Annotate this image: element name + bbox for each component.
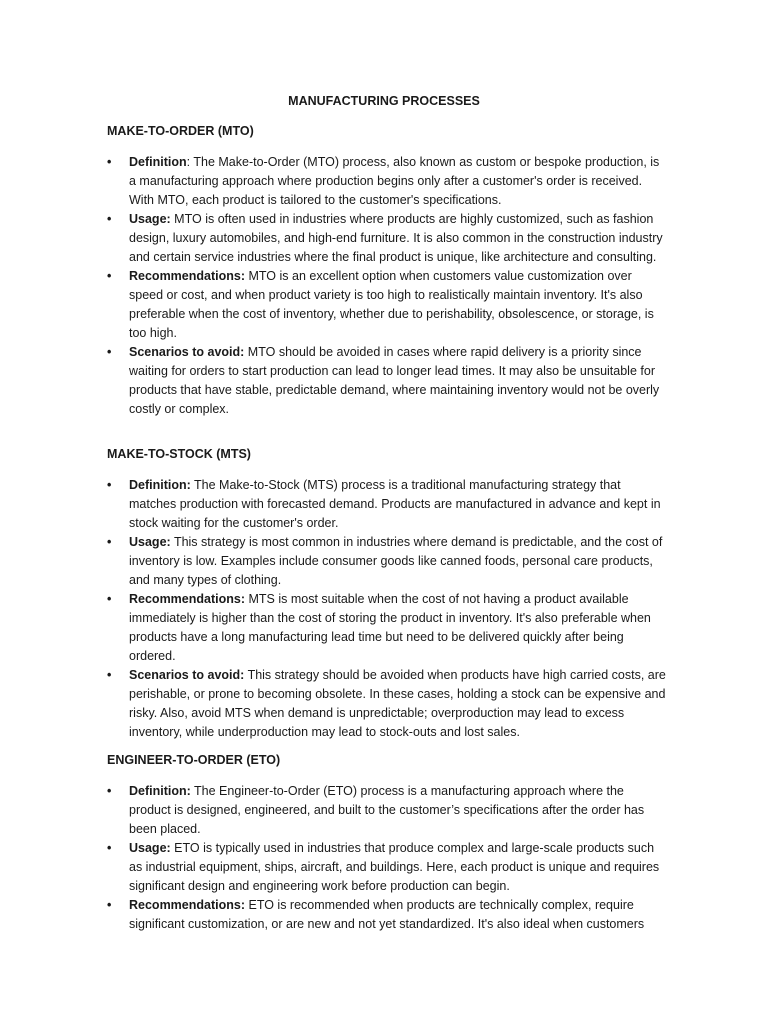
- list-item: [107, 666, 667, 742]
- bullet-icon: •: [107, 535, 112, 549]
- bullet-list: [107, 153, 667, 419]
- bullet-list: [107, 476, 667, 742]
- item-text: ETO is recommended when products are technically complex, require significant customization, or are new and not yet standardized. It's also ideal when customers: [129, 898, 645, 931]
- item-label: Scenarios to avoid:: [129, 668, 245, 682]
- list-item: [107, 782, 667, 839]
- item-label: Scenarios to avoid:: [129, 345, 245, 359]
- item-label: Usage:: [129, 535, 171, 549]
- list-item: [107, 153, 667, 210]
- item-text: This strategy should be avoided when products have high carried costs, are perishable, or prone to becoming obsolete. In these cases, holding a stock can be expensive and risky. Also, avoid MTS when demand is unpredictable; overproduction may lead to excess inventory, while underproduction may lead to stock-outs and lost sales.: [129, 668, 666, 739]
- bullet-icon: •: [107, 592, 112, 606]
- bullet-icon: •: [107, 345, 112, 359]
- item-label: Definition:: [129, 784, 191, 798]
- item-label: Recommendations:: [129, 898, 245, 912]
- list-item: [107, 343, 667, 419]
- list-item: [107, 476, 667, 533]
- bullet-icon: •: [107, 478, 112, 492]
- section-heading: MAKE-TO-STOCK (MTS): [107, 447, 251, 461]
- list-item: [107, 590, 667, 666]
- item-text: MTO should be avoided in cases where rapid delivery is a priority since waiting for orders to start production can lead to longer lead times. It may also be unsuitable for products that have stable, predictable demand, where maintaining inventory would not be overly costly or complex.: [129, 345, 660, 416]
- bullet-icon: •: [107, 269, 112, 283]
- item-text: MTO is often used in industries where products are highly customized, such as fashion design, luxury automobiles, and high-end furniture. It is also common in the construction industry and certain service industries where the final product is unique, like architecture and consulting.: [129, 212, 663, 264]
- item-text: The Make-to-Stock (MTS) process is a traditional manufacturing strategy that matches production with forecasted demand. Products are manufactured in advance and kept in stock waiting for the customer's order.: [129, 478, 661, 530]
- item-label: Usage:: [129, 212, 171, 226]
- list-item: [107, 839, 667, 896]
- list-item: [107, 533, 667, 590]
- bullet-icon: •: [107, 212, 112, 226]
- bullet-icon: •: [107, 898, 112, 912]
- section-engineer-to-order: [107, 751, 667, 934]
- list-item: [107, 210, 667, 267]
- item-text: The Engineer-to-Order (ETO) process is a manufacturing approach where the product is designed, engineered, and built to the customer’s specifications after the order has been placed.: [129, 784, 645, 836]
- item-text: MTS is most suitable when the cost of not having a product available immediately is higher than the cost of storing the product in inventory. It's also preferable when products have a long manufacturing lead time but need to be delivered quickly after being ordered.: [129, 592, 651, 663]
- document-title: MANUFACTURING PROCESSES: [288, 94, 480, 108]
- item-label: Usage:: [129, 841, 171, 855]
- bullet-icon: •: [107, 155, 112, 169]
- section-make-to-stock: [107, 445, 667, 742]
- item-text: ETO is typically used in industries that produce complex and large-scale products such as industrial equipment, ships, aircraft, and buildings. Here, each product is unique and requires significant design and engineering work before production can begin.: [129, 841, 660, 893]
- item-label: Recommendations:: [129, 592, 245, 606]
- section-heading: MAKE-TO-ORDER (MTO): [107, 124, 254, 138]
- list-item: [107, 267, 667, 343]
- bullet-icon: •: [107, 784, 112, 798]
- item-separator: :: [186, 155, 194, 169]
- item-text: MTO is an excellent option when customers value customization over speed or cost, and when product variety is too high to realistically maintain inventory. It's also preferable when the cost of inventory, whether due to perishability, obsolescence, or storage, is too high.: [129, 269, 654, 340]
- section-make-to-order: [107, 122, 667, 419]
- item-label: Definition: [129, 155, 187, 169]
- bullet-icon: •: [107, 841, 112, 855]
- section-heading: ENGINEER-TO-ORDER (ETO): [107, 753, 281, 767]
- item-text: This strategy is most common in industries where demand is predictable, and the cost of inventory is low. Examples include consumer goods like canned foods, personal care products, and many types of clothing.: [129, 535, 663, 587]
- item-label: Definition:: [129, 478, 191, 492]
- bullet-list: [107, 782, 667, 934]
- list-item: [107, 896, 667, 934]
- bullet-icon: •: [107, 668, 112, 682]
- item-text: The Make-to-Order (MTO) process, also known as custom or bespoke production, is a manufacturing approach where production begins only after a customer's order is received. With MTO, each product is tailored to the customer's specifications.: [129, 155, 660, 207]
- item-label: Recommendations:: [129, 269, 245, 283]
